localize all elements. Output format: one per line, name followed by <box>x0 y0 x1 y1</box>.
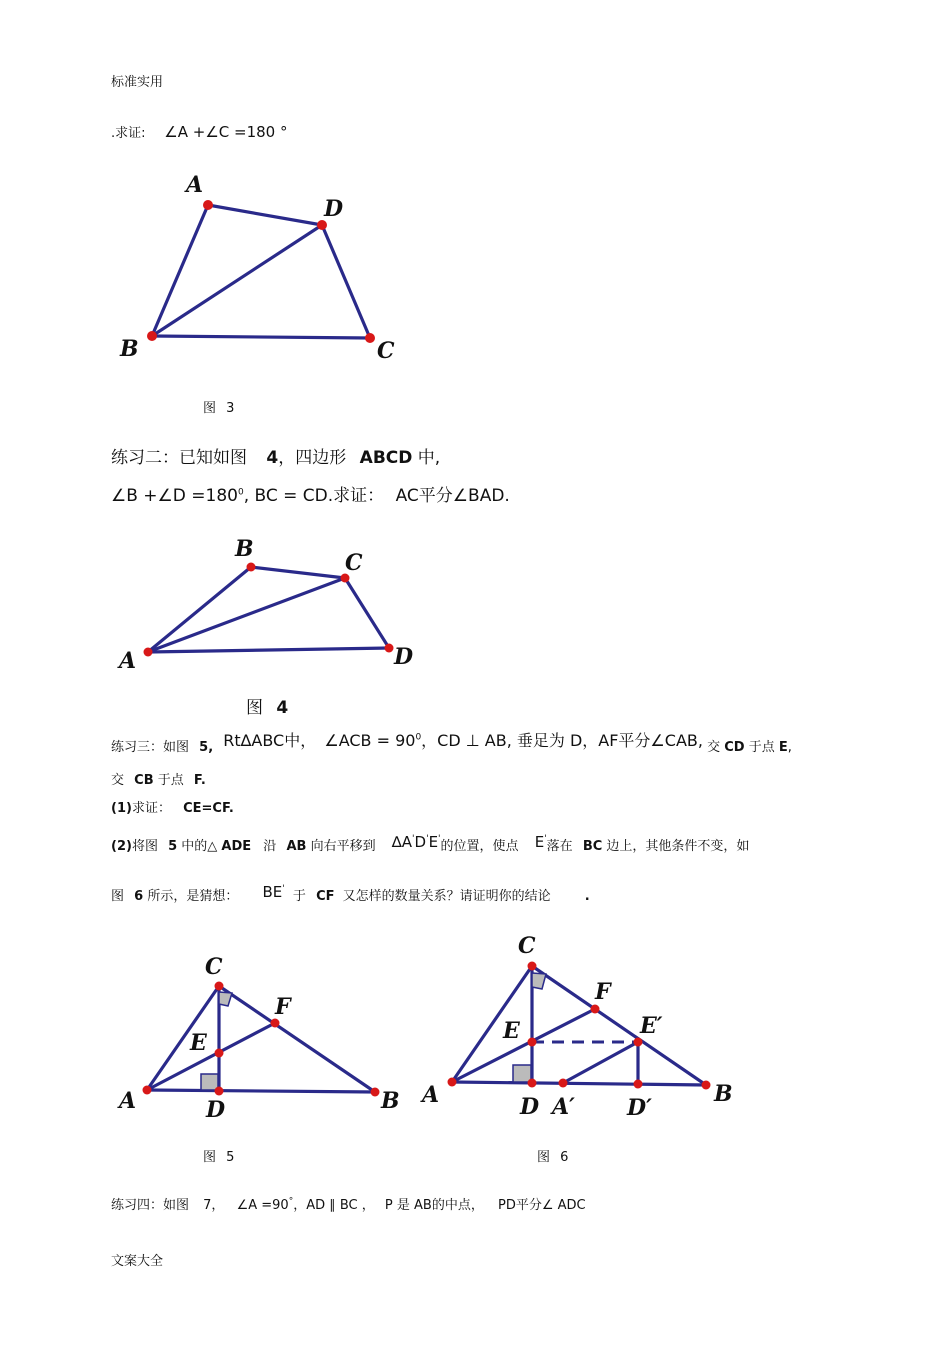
q1-text: 求证： <box>131 801 171 816</box>
fig3-point-c <box>365 333 375 343</box>
ex2-line2 <box>111 481 510 506</box>
page-footer: 文案大全 <box>111 1254 164 1269</box>
q2-t2: 5 <box>168 839 178 854</box>
fig6-label-b: B <box>714 1081 733 1107</box>
ex3-p7: CD <box>724 740 745 755</box>
q2-line2 <box>111 885 590 904</box>
q2b-t4s: ' <box>282 884 285 894</box>
q2-t10s: ' <box>438 834 441 844</box>
ex2-cond-a: ∠B +∠D =180 <box>111 486 238 506</box>
ex3-l2b: CB <box>134 773 154 788</box>
ex3-p5: ，CD ⊥ AB, 垂足为 D，AF平分∠CAB, <box>421 731 703 750</box>
ex2-mid: ，四边形 <box>278 448 347 468</box>
fig3-edge-bc <box>152 336 370 338</box>
fig6-label-e2: E′ <box>640 1013 663 1039</box>
fig3-edge-ad <box>208 205 322 225</box>
ex3-line1 <box>111 733 792 756</box>
q1-stmt: CE=CF. <box>183 801 234 816</box>
fig4-caption-a: 图 <box>246 698 263 718</box>
q2b-t3: 所示，是猜想： <box>147 889 239 904</box>
fig4-label-b: B <box>235 536 254 562</box>
ex4-t5: P 是 AB的中点， <box>384 1198 484 1213</box>
ex4-line <box>111 1194 586 1213</box>
fig6-label-d2: D′ <box>627 1095 652 1121</box>
ex3-p2: 5, <box>199 740 214 755</box>
fig4-point-a <box>144 648 153 657</box>
q1-line <box>111 797 234 816</box>
q2b-t6: CF <box>316 889 335 904</box>
fig5-edge-ab <box>147 1090 375 1092</box>
q2-t1: 将图 <box>131 839 158 854</box>
fig5-right-angle-c <box>219 992 232 1006</box>
fig4-label-d: D <box>394 644 414 670</box>
fig4-edge-ab <box>148 567 251 652</box>
q2-t9s: ' <box>426 834 429 844</box>
q2-t3: 中的△ <box>181 839 218 854</box>
ex3-l2d: F. <box>193 773 206 788</box>
fig6-point-f <box>591 1005 600 1014</box>
fig6-point-c <box>528 962 537 971</box>
fig3-label-c: C <box>377 338 395 364</box>
ex3-p9: E <box>778 740 788 755</box>
fig4-label-c: C <box>345 550 363 576</box>
fig3-edge-dc <box>322 225 370 338</box>
fig6-label-e: E <box>503 1018 520 1044</box>
fig3-caption <box>203 397 234 416</box>
q2-t12s: ' <box>544 834 547 844</box>
q2-t11: 的位置，使点 <box>440 839 519 854</box>
fig4-caption-b: 4 <box>276 698 289 718</box>
q2-shape <box>392 833 441 851</box>
q2-line1 <box>111 835 749 854</box>
fig3-edge-bd <box>152 225 322 336</box>
fig3-label-d: D <box>324 196 344 222</box>
ex3-p8: 于点 <box>748 740 775 755</box>
fig5-point-e <box>215 1049 224 1058</box>
q2-t12: E <box>534 833 545 851</box>
fig5-point-b <box>371 1088 380 1097</box>
ex2-cond-c: AC平分∠BAD. <box>395 486 510 506</box>
ex4-t2: 7， <box>203 1198 225 1213</box>
fig6-point-d2 <box>634 1080 643 1089</box>
fig6-label-c: C <box>518 933 536 959</box>
q2-t8: ∆A <box>391 833 413 851</box>
ex4-t3s: ° <box>288 1196 294 1207</box>
ex4-t4: ，AD ∥ BC ， <box>293 1198 375 1213</box>
proof-prefix: .求证: <box>111 126 146 141</box>
ex3-p10: , <box>787 740 792 755</box>
ex2-line1 <box>111 443 440 468</box>
fig6-label-a: A <box>422 1082 440 1108</box>
q2b-be <box>263 883 285 901</box>
fig5-caption: 图 5 <box>203 1150 235 1165</box>
fig5-label-f: F <box>275 994 291 1020</box>
q2-t5: 沿 <box>263 839 277 854</box>
fig5-point-d <box>215 1087 224 1096</box>
ex3-p6: 交 <box>707 740 721 755</box>
q2-t10: E <box>428 833 439 851</box>
q2b-t1: 图 <box>111 889 125 904</box>
fig6-right-angle-d <box>513 1065 531 1082</box>
q2-point <box>535 833 547 851</box>
fig5-point-c <box>215 982 224 991</box>
fig5-label-b: B <box>381 1088 400 1114</box>
ex4-t1: 练习四：如图 <box>111 1198 190 1213</box>
q2b-t7: 又怎样的数量关系？请证明你的结论 <box>342 889 551 904</box>
fig6-edge-ab <box>452 1082 706 1085</box>
fig4-point-d <box>385 644 394 653</box>
ex2-cond-b: , BC = CD.求证： <box>243 486 385 506</box>
q2-t4: ADE <box>221 839 252 854</box>
q2-num: (2) <box>111 839 132 854</box>
fig6-label-f: F <box>595 979 611 1005</box>
fig4-edge-cd <box>345 578 389 648</box>
q2-t8s: ' <box>412 834 415 844</box>
q2-t13: 落在 <box>546 839 573 854</box>
ex2-cond-sup: 0 <box>237 487 244 498</box>
fig3-label-a: A <box>186 172 204 198</box>
fig3-label-b: B <box>120 336 139 362</box>
fig3-point-b <box>147 331 157 341</box>
fig6-point-a <box>448 1078 457 1087</box>
ex2-prefix: 练习二：已知如图 <box>111 448 247 468</box>
fig6-point-a2 <box>559 1079 568 1088</box>
fig4-point-b <box>247 563 256 572</box>
fig5-right-angle-d <box>201 1074 218 1090</box>
fig6-caption: 图 6 <box>537 1150 569 1165</box>
q2-t14: BC <box>582 839 603 854</box>
q1-num: (1) <box>111 801 132 816</box>
fig6-label-d: D <box>520 1094 540 1120</box>
ex3-p4 <box>324 731 421 750</box>
ex4-t6: PD平分∠ ADC <box>497 1198 586 1213</box>
page-header: 标准实用 <box>111 75 164 90</box>
q2b-t5: 于 <box>292 889 306 904</box>
fig5-label-c: C <box>205 954 223 980</box>
proof-statement: ∠A +∠C =180 ° <box>164 123 288 141</box>
fig4-edge-bc <box>251 567 345 578</box>
ex3-p3: Rt∆ABC中， <box>223 731 317 750</box>
ex4-t3-wrap <box>237 1198 294 1213</box>
q2-t7: 向右平移到 <box>310 839 376 854</box>
fig5-label-d: D <box>206 1097 226 1123</box>
ex3-line2 <box>111 769 206 788</box>
fig5-label-e: E <box>190 1030 207 1056</box>
fig6-right-angle-c <box>532 973 546 989</box>
ex2-suffix: 中, <box>417 448 441 468</box>
fig6-point-b <box>702 1081 711 1090</box>
fig6-edge-a2e2 <box>563 1042 638 1083</box>
fig6-point-e <box>528 1038 537 1047</box>
fig6-label-a2: A′ <box>552 1094 575 1120</box>
q2b-t8: . <box>584 889 590 904</box>
fig5-point-a <box>143 1086 152 1095</box>
ex2-shape: ABCD <box>359 448 413 468</box>
fig4-edge-ac <box>148 578 345 652</box>
fig3-caption-text: 图 3 <box>203 401 235 416</box>
fig5-label-a: A <box>119 1088 137 1114</box>
ex3-p4-text: ∠ACB = 90 <box>324 731 416 750</box>
ex3-p1: 练习三：如图 <box>111 740 190 755</box>
fig4-caption <box>246 693 288 718</box>
fig6-point-d <box>528 1079 537 1088</box>
fig4-label-a: A <box>119 648 137 674</box>
q2-t6: AB <box>286 839 307 854</box>
q2-t9: D <box>414 833 427 851</box>
fig4-edge-ad <box>148 648 389 652</box>
fig3-point-a <box>203 200 213 210</box>
fig6-edge-cb <box>532 966 706 1085</box>
ex3-l2c: 于点 <box>157 773 184 788</box>
ex4-t3: ∠A =90 <box>236 1198 289 1213</box>
q2b-t4: BE <box>262 883 283 901</box>
q2-t15: 边上，其他条件不变，如 <box>606 839 750 854</box>
ex2-num: 4 <box>266 448 279 468</box>
q2b-t2: 6 <box>134 889 144 904</box>
ex3-l2a: 交 <box>111 773 125 788</box>
ex3-p4-sup: 0 <box>415 732 422 743</box>
